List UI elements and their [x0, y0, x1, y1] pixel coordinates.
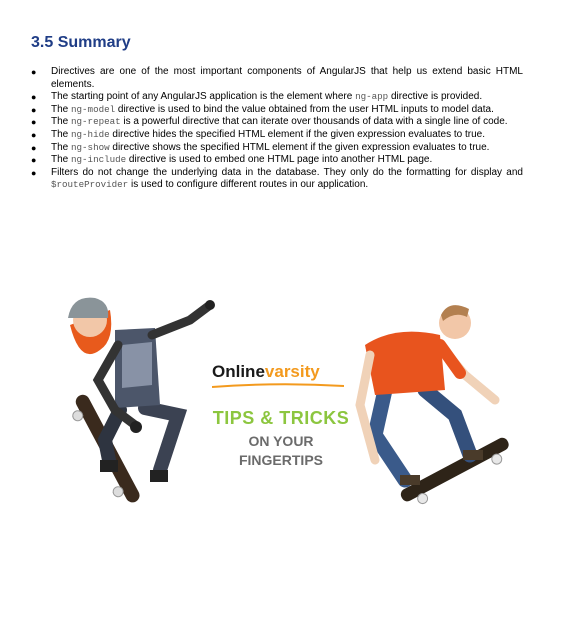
bullet-marker: ● — [31, 117, 37, 128]
summary-bullet — [31, 104, 523, 117]
summary-bullet — [31, 129, 523, 142]
summary-list — [31, 66, 523, 192]
bullet-text: The — [51, 116, 72, 128]
inline-code: ng-show — [71, 141, 110, 153]
bullet-marker: ● — [31, 142, 37, 153]
bullet-text: directive hides the specified HTML element if the given expression evaluates to true. — [109, 128, 486, 140]
bullet-marker: ● — [31, 92, 37, 103]
inline-code: ng-include — [71, 154, 127, 166]
bullet-text: The — [51, 154, 72, 166]
inline-code: ng-hide — [71, 128, 110, 140]
inline-code: ng-repeat — [71, 116, 121, 128]
bullet-marker: ● — [31, 155, 37, 166]
bullet-text: The — [51, 128, 72, 140]
logo-swoosh — [212, 383, 344, 389]
bullet-text: directive shows the specified HTML element if the given expression evaluates to true. — [109, 141, 490, 153]
bullet-text: is a powerful directive that can iterate over thousands of data with a single line of code. — [120, 116, 508, 128]
bullet-marker: ● — [31, 104, 37, 115]
summary-bullet — [31, 142, 523, 155]
onlinevarsity-logo: Onlinevarsity — [212, 362, 320, 381]
bullet-text: is used to configure different routes in our application. — [128, 179, 369, 191]
bullet-text: Directives are one of the most important components of AngularJS that help us extend basic HTML elements. — [51, 66, 523, 90]
ad-tagline-line1: ON YOUR — [248, 433, 314, 449]
ad-headline: TIPS & TRICKS — [212, 408, 350, 428]
summary-bullet — [31, 66, 523, 91]
bullet-marker: ● — [31, 67, 37, 77]
bullet-marker: ● — [31, 167, 37, 178]
summary-bullet — [31, 167, 523, 192]
bullet-text: directive is provided. — [388, 91, 483, 103]
bullet-text: directive is used to embed one HTML page into another HTML page. — [126, 154, 433, 166]
bullet-text: Filters do not change the underlying data in the database. They only do the formatting for display and — [51, 166, 523, 178]
section-title: 3.5 Summary — [31, 34, 131, 51]
inline-code: ng-model — [71, 103, 116, 115]
bullet-text: The starting point of any AngularJS application is the element where — [51, 91, 356, 103]
bullet-text: The — [51, 141, 72, 153]
summary-bullet — [31, 154, 523, 167]
inline-code: $routeProvider — [51, 179, 129, 191]
summary-bullet — [31, 116, 523, 129]
bullet-text: The — [51, 103, 72, 115]
bullet-text: directive is used to bind the value obtained from the user HTML inputs to model data. — [115, 103, 494, 115]
summary-bullet — [31, 91, 523, 104]
skater-boy-illustration — [345, 295, 515, 510]
bullet-marker: ● — [31, 129, 37, 140]
inline-code: ng-app — [355, 91, 389, 103]
ad-tagline-line2: FINGERTIPS — [238, 452, 323, 468]
